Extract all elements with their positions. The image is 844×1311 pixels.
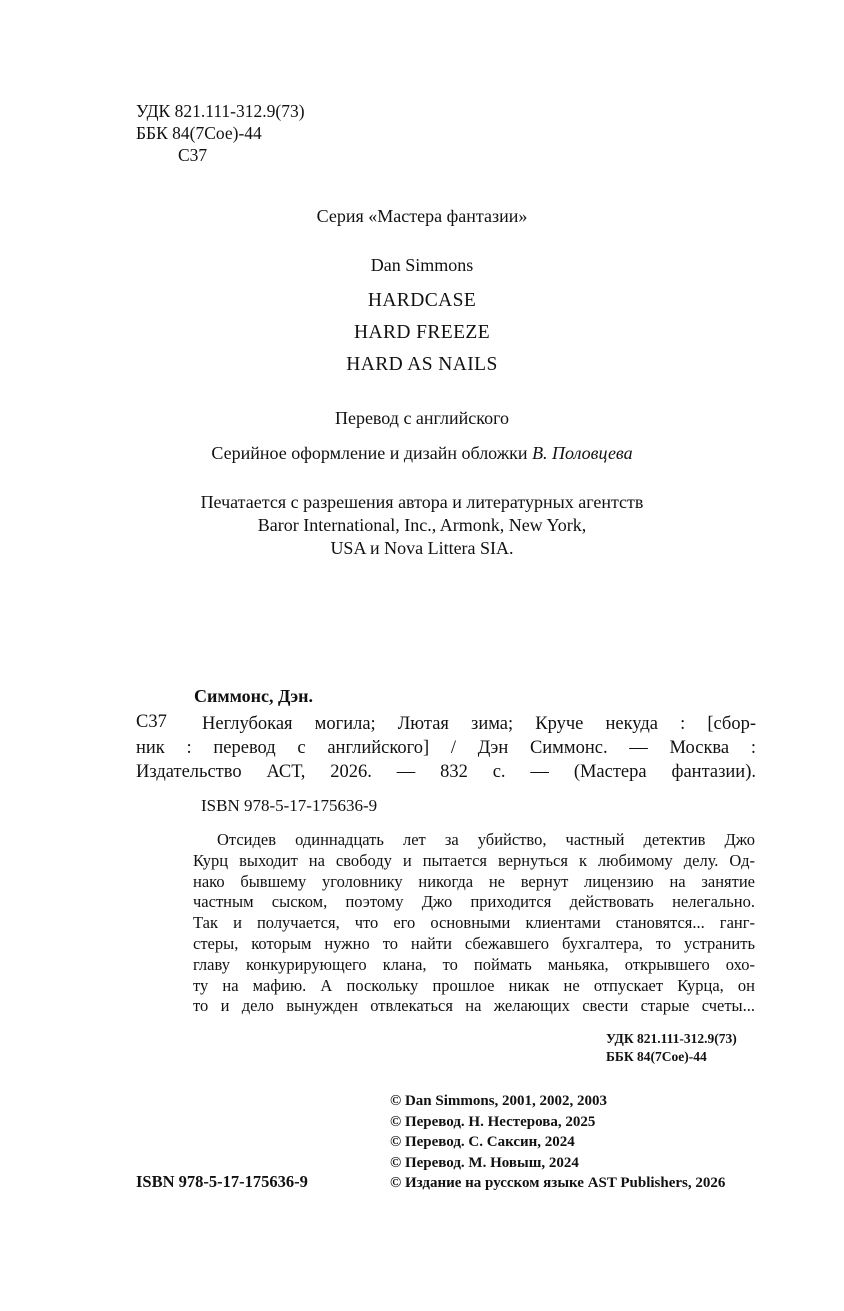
- copyright-line: © Dan Simmons, 2001, 2002, 2003: [390, 1093, 608, 1109]
- designer-name: В. Половцева: [532, 443, 633, 463]
- author-name-en: Dan Simmons: [370, 255, 474, 275]
- series-title: Серия «Мастера фантазии»: [316, 206, 528, 226]
- bib-author-heading: Симмонс, Дэн.: [194, 686, 314, 706]
- bib-description-line: Издательство АСТ, 2026. — 832 с. — (Мастера фантазии).: [136, 762, 756, 782]
- permission-line-2: Baror International, Inc., Armonk, New York,: [257, 515, 587, 535]
- original-title-3: HARD AS NAILS: [346, 354, 498, 375]
- copyright-line: © Издание на русском языке AST Publishers, 2026: [390, 1175, 726, 1191]
- translation-note: Перевод с английского: [334, 408, 510, 428]
- design-note: Серийное оформление и дизайн обложки: [211, 443, 528, 463]
- design-note-line: [0, 443, 844, 464]
- permission-line-3: USA и Nova Littera SIA.: [330, 538, 514, 558]
- copyright-line: © Перевод. Н. Нестерова, 2025: [390, 1113, 596, 1130]
- annotation-line: главу конкурирующего клана, то поймать маньяка, открывшего охо-: [193, 954, 755, 974]
- bbk-code-repeat: ББК 84(7Сое)-44: [606, 1049, 707, 1064]
- annotation: [193, 830, 755, 1017]
- annotation-line: нако бывшему уголовнику никогда не вернут лицензию на занятие: [193, 871, 755, 891]
- original-title-1: HARDCASE: [367, 290, 477, 311]
- annotation-line: частным сыском, поэтому Джо приходится действовать нелегально.: [193, 892, 755, 912]
- bib-mark: С37: [136, 712, 167, 732]
- udk-code-repeat: УДК 821.111-312.9(73): [606, 1031, 737, 1046]
- author-mark: С37: [178, 145, 208, 165]
- bib-description: [136, 712, 756, 784]
- annotation-line: ту на мафию. А поскольку прошлое никак не отпускает Курца, он: [193, 975, 755, 995]
- copyright-line: © Перевод. М. Новыш, 2024: [390, 1154, 579, 1171]
- bbk-code: ББК 84(7Сое)-44: [136, 123, 262, 143]
- permission-line-1: Печатается с разрешения автора и литературных агентств: [200, 492, 644, 512]
- footer-isbn: ISBN 978-5-17-175636-9: [136, 1172, 308, 1191]
- annotation-line: стеры, которым нужно то найти сбежавшего бухгалтера, то устранить: [193, 933, 755, 953]
- copyright-line: © Перевод. С. Саксин, 2024: [390, 1134, 575, 1150]
- bib-description-line: ник : перевод с английского] / Дэн Симмонс. — Москва :: [136, 738, 756, 758]
- annotation-line: Отсидев одиннадцать лет за убийство, частный детектив Джо: [217, 830, 755, 849]
- annotation-line: то и дело вынужден отвлекаться на желающих свести старые счеты...: [193, 996, 755, 1016]
- bib-isbn: ISBN 978-5-17-175636-9: [201, 796, 378, 815]
- original-title-2: HARD FREEZE: [353, 322, 491, 343]
- bib-description-line: Неглубокая могила; Лютая зима; Круче некуда : [сбор-: [202, 714, 756, 734]
- udk-code: УДК 821.111-312.9(73): [136, 101, 305, 121]
- annotation-line: Так и получается, что его основными клиентами становятся... ганг-: [193, 913, 755, 933]
- annotation-line: Курц выходит на свободу и пытается вернуться к любимому делу. Од-: [193, 850, 755, 870]
